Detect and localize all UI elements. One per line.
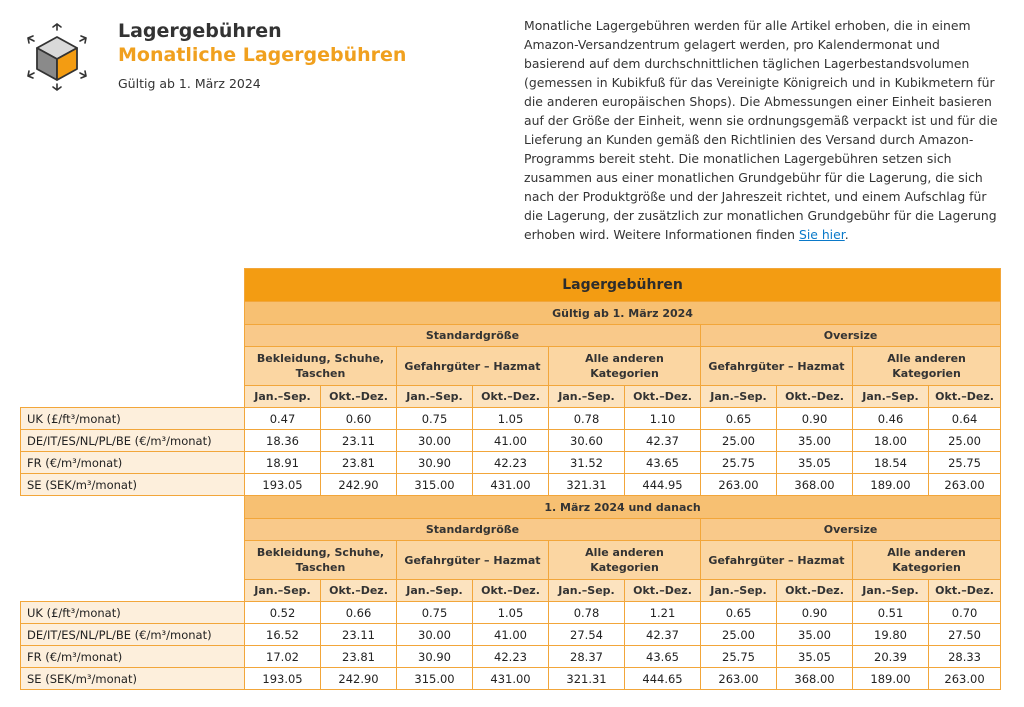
row-label: SE (SEK/m³/monat): [21, 474, 245, 496]
fee-cell: 25.75: [701, 452, 777, 474]
table-row: [21, 474, 1001, 496]
fee-cell: 0.70: [929, 602, 1001, 624]
fee-cell: 35.00: [777, 430, 853, 452]
table-row: [21, 668, 1001, 690]
fee-cell: 30.90: [397, 452, 473, 474]
fee-cell: 42.37: [625, 624, 701, 646]
fee-cell: 19.80: [853, 624, 929, 646]
fee-cell: 42.23: [473, 452, 549, 474]
fee-cell: 1.05: [473, 602, 549, 624]
fee-cell: 368.00: [777, 668, 853, 690]
empty-cell: [21, 269, 245, 302]
fee-cell: 0.60: [321, 408, 397, 430]
fee-cell: 242.90: [321, 668, 397, 690]
period-okt-dez: Okt.–Dez.: [777, 386, 853, 408]
fee-cell: 193.05: [245, 668, 321, 690]
fee-cell: 17.02: [245, 646, 321, 668]
row-label: UK (£/ft³/monat): [21, 602, 245, 624]
fee-cell: 0.90: [777, 408, 853, 430]
page-title: Lagergebühren: [118, 20, 282, 42]
row-label: SE (SEK/m³/monat): [21, 668, 245, 690]
category-apparel: Bekleidung, Schuhe, Taschen: [245, 541, 397, 580]
fee-cell: 0.51: [853, 602, 929, 624]
fee-cell: 0.75: [397, 408, 473, 430]
fee-cell: 0.66: [321, 602, 397, 624]
group-standard: Standardgröße: [245, 325, 701, 347]
description-end: .: [844, 227, 849, 242]
table-row: [21, 624, 1001, 646]
fee-cell: 25.75: [701, 646, 777, 668]
fee-cell: 23.11: [321, 624, 397, 646]
fee-cell: 20.39: [853, 646, 929, 668]
fee-cell: 42.37: [625, 430, 701, 452]
table-row: [21, 602, 1001, 624]
fee-cell: 1.05: [473, 408, 549, 430]
fee-cell: 321.31: [549, 668, 625, 690]
fee-cell: 189.00: [853, 474, 929, 496]
fee-cell: 35.05: [777, 452, 853, 474]
period-okt-dez: Okt.–Dez.: [929, 580, 1001, 602]
fee-cell: 0.75: [397, 602, 473, 624]
period-okt-dez: Okt.–Dez.: [625, 386, 701, 408]
fee-cell: 30.00: [397, 430, 473, 452]
period-okt-dez: Okt.–Dez.: [473, 580, 549, 602]
table-row: [21, 452, 1001, 474]
empty-cell: [21, 519, 245, 602]
table-row: [21, 430, 1001, 452]
fee-cell: 25.00: [929, 430, 1001, 452]
fee-cell: 31.52: [549, 452, 625, 474]
fee-cell: 315.00: [397, 474, 473, 496]
period-jan-sep: Jan.–Sep.: [853, 580, 929, 602]
period-jan-sep: Jan.–Sep.: [549, 580, 625, 602]
fee-cell: 0.78: [549, 408, 625, 430]
period-jan-sep: Jan.–Sep.: [549, 386, 625, 408]
fee-cell: 23.81: [321, 646, 397, 668]
group-oversize: Oversize: [701, 325, 1001, 347]
fee-cell: 315.00: [397, 668, 473, 690]
fee-cell: 444.95: [625, 474, 701, 496]
table-row: [21, 646, 1001, 668]
row-label: FR (€/m³/monat): [21, 452, 245, 474]
fee-cell: 18.36: [245, 430, 321, 452]
category-other: Alle anderen Kategorien: [549, 347, 701, 386]
fee-cell: 263.00: [929, 668, 1001, 690]
period-okt-dez: Okt.–Dez.: [321, 386, 397, 408]
period-okt-dez: Okt.–Dez.: [473, 386, 549, 408]
fee-cell: 23.81: [321, 452, 397, 474]
fee-cell: 41.00: [473, 430, 549, 452]
valid-from-text: Gültig ab 1. März 2024: [118, 76, 261, 91]
fee-cell: 368.00: [777, 474, 853, 496]
period-okt-dez: Okt.–Dez.: [777, 580, 853, 602]
fee-cell: 42.23: [473, 646, 549, 668]
fee-cell: 41.00: [473, 624, 549, 646]
fee-cell: 263.00: [701, 668, 777, 690]
group-oversize: Oversize: [701, 519, 1001, 541]
fee-cell: 25.75: [929, 452, 1001, 474]
fee-cell: 1.10: [625, 408, 701, 430]
description-paragraph: [524, 16, 1002, 244]
fee-cell: 43.65: [625, 646, 701, 668]
empty-cell: [21, 325, 245, 408]
row-label: FR (€/m³/monat): [21, 646, 245, 668]
category-hazmat: Gefahrgüter – Hazmat: [701, 541, 853, 580]
period-jan-sep: Jan.–Sep.: [397, 580, 473, 602]
page-subtitle: Monatliche Lagergebühren: [118, 44, 407, 66]
size-group-row: [21, 325, 1001, 347]
category-hazmat: Gefahrgüter – Hazmat: [701, 347, 853, 386]
category-hazmat: Gefahrgüter – Hazmat: [397, 347, 549, 386]
fee-cell: 30.00: [397, 624, 473, 646]
category-other: Alle anderen Kategorien: [853, 541, 1001, 580]
fee-cell: 43.65: [625, 452, 701, 474]
fee-cell: 16.52: [245, 624, 321, 646]
period-okt-dez: Okt.–Dez.: [321, 580, 397, 602]
empty-cell: [21, 496, 245, 519]
group-standard: Standardgröße: [245, 519, 701, 541]
table-title-row: [21, 269, 1001, 302]
period-okt-dez: Okt.–Dez.: [929, 386, 1001, 408]
fee-cell: 431.00: [473, 668, 549, 690]
period-jan-sep: Jan.–Sep.: [245, 580, 321, 602]
fee-cell: 27.50: [929, 624, 1001, 646]
period-jan-sep: Jan.–Sep.: [245, 386, 321, 408]
fee-cell: 28.33: [929, 646, 1001, 668]
fee-cell: 263.00: [701, 474, 777, 496]
package-box-icon: [26, 22, 88, 92]
section-date-row: [21, 302, 1001, 325]
fee-cell: 25.00: [701, 430, 777, 452]
fee-cell: 25.00: [701, 624, 777, 646]
period-jan-sep: Jan.–Sep.: [701, 580, 777, 602]
fee-cell: 18.00: [853, 430, 929, 452]
fee-cell: 28.37: [549, 646, 625, 668]
fee-cell: 1.21: [625, 602, 701, 624]
row-label: DE/IT/ES/NL/PL/BE (€/m³/monat): [21, 624, 245, 646]
description-text: Monatliche Lagergebühren werden für alle Artikel erhoben, die in einem Amazon-Versandzentrum gelagert werden, pro Kalendermonat und basierend auf dem durchschnittlichen täglichen Lagerbestandsvolumen (gemessen in Kubikfuß für das Vereinigte Königreich und in Kubikmetern für die anderen europäischen Shops). Die Abmessungen einer Einheit basieren auf der Größe der Einheit, wenn sie ordnungsgemäß verpackt ist und für die Lieferung an Kunden gemäß den Richtlinien des Versand durch Amazon-Programms bereit steht. Die monatlichen Lagergebühren setzen sich zusammen aus einer monatlichen Grundgebühr für die Lagerung, die sich nach der Produktgröße und der Jahreszeit richtet, und einem Aufschlag für die Lagerung, der zusätzlich zur monatlichen Grundgebühr für die Lagerung erhoben wird. Weitere Informationen finden: [524, 18, 998, 242]
fee-cell: 35.00: [777, 624, 853, 646]
fee-cell: 0.65: [701, 602, 777, 624]
section-date-label: 1. März 2024 und danach: [245, 496, 1001, 519]
fee-cell: 431.00: [473, 474, 549, 496]
fee-cell: 321.31: [549, 474, 625, 496]
table-row: [21, 408, 1001, 430]
period-jan-sep: Jan.–Sep.: [397, 386, 473, 408]
period-jan-sep: Jan.–Sep.: [853, 386, 929, 408]
fee-cell: 18.91: [245, 452, 321, 474]
fee-cell: 193.05: [245, 474, 321, 496]
fee-cell: 242.90: [321, 474, 397, 496]
fee-cell: 444.65: [625, 668, 701, 690]
fee-cell: 27.54: [549, 624, 625, 646]
period-jan-sep: Jan.–Sep.: [701, 386, 777, 408]
fee-cell: 30.60: [549, 430, 625, 452]
fee-cell: 23.11: [321, 430, 397, 452]
fee-cell: 263.00: [929, 474, 1001, 496]
category-other: Alle anderen Kategorien: [853, 347, 1001, 386]
fee-cell: 30.90: [397, 646, 473, 668]
section-date-row: [21, 496, 1001, 519]
fee-cell: 35.05: [777, 646, 853, 668]
more-info-link[interactable]: Sie hier: [798, 227, 845, 242]
category-apparel: Bekleidung, Schuhe, Taschen: [245, 347, 397, 386]
fee-cell: 0.78: [549, 602, 625, 624]
row-label: DE/IT/ES/NL/PL/BE (€/m³/monat): [21, 430, 245, 452]
fee-cell: 0.64: [929, 408, 1001, 430]
fee-cell: 0.90: [777, 602, 853, 624]
period-okt-dez: Okt.–Dez.: [625, 580, 701, 602]
fee-cell: 0.46: [853, 408, 929, 430]
empty-cell: [21, 302, 245, 325]
category-hazmat: Gefahrgüter – Hazmat: [397, 541, 549, 580]
table-title: Lagergebühren: [245, 269, 1001, 302]
fee-cell: 18.54: [853, 452, 929, 474]
fee-cell: 189.00: [853, 668, 929, 690]
row-label: UK (£/ft³/monat): [21, 408, 245, 430]
storage-fees-table: [20, 268, 1001, 690]
fee-cell: 0.47: [245, 408, 321, 430]
size-group-row: [21, 519, 1001, 541]
fee-cell: 0.65: [701, 408, 777, 430]
section-date-label: Gültig ab 1. März 2024: [245, 302, 1001, 325]
fee-cell: 0.52: [245, 602, 321, 624]
category-other: Alle anderen Kategorien: [549, 541, 701, 580]
